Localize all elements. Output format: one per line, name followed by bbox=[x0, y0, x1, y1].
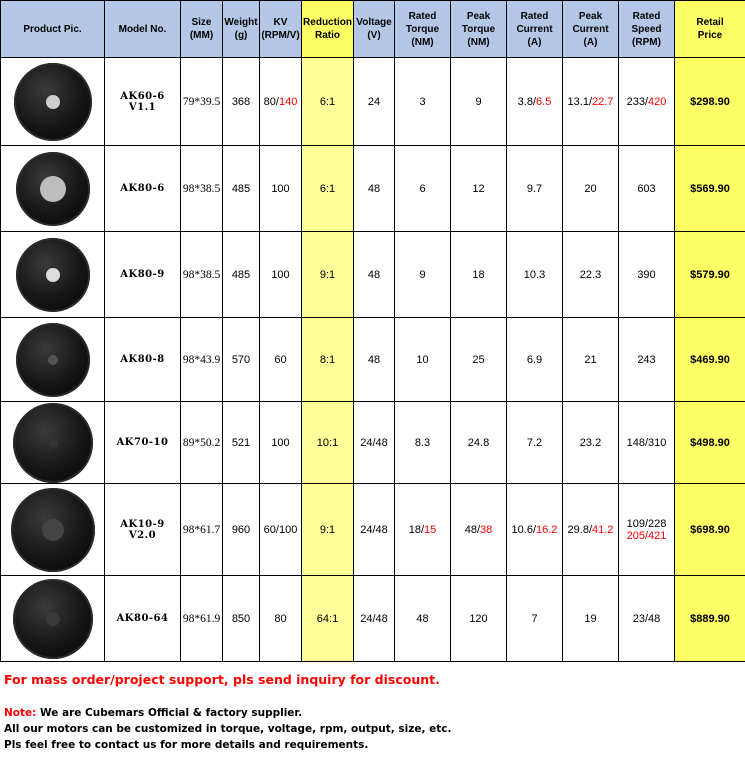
voltage-value: 24/48 bbox=[360, 523, 388, 536]
weight-cell bbox=[223, 58, 260, 146]
table-row bbox=[1, 576, 745, 662]
weight-value: 368 bbox=[231, 95, 251, 108]
product-pic-cell bbox=[1, 576, 105, 662]
peak-current-cell bbox=[563, 146, 619, 232]
model-cell bbox=[105, 146, 181, 232]
peak-torque-value: 25 bbox=[472, 353, 485, 366]
rated-torque-value: 8.3 bbox=[414, 436, 431, 449]
peak-torque-cell bbox=[451, 484, 507, 576]
kv-cell bbox=[260, 484, 302, 576]
ratio-cell bbox=[302, 402, 354, 484]
header-model: Model No. bbox=[105, 1, 181, 58]
rated-speed-value: 603 bbox=[637, 182, 656, 195]
price-cell bbox=[675, 484, 745, 576]
voltage-cell bbox=[354, 232, 395, 318]
peak-current-value: 22.3 bbox=[579, 268, 602, 281]
ratio-value: 6:1 bbox=[319, 182, 336, 195]
rated-current-cell bbox=[507, 484, 563, 576]
voltage-value: 48 bbox=[367, 268, 381, 281]
model-number: AK80-64 bbox=[116, 613, 169, 624]
mass-order-headline: For mass order/project support, pls send inquiry for discount. bbox=[4, 672, 440, 687]
rated-torque-cell bbox=[395, 576, 451, 662]
model-cell bbox=[105, 402, 181, 484]
retail-price: $569.90 bbox=[690, 182, 730, 195]
model-cell bbox=[105, 232, 181, 318]
rated-speed-cell bbox=[619, 484, 675, 576]
rated-speed-second-line: 205/421 bbox=[626, 529, 667, 542]
rated-current-alt: 6.5 bbox=[536, 95, 552, 108]
size-cell bbox=[181, 576, 223, 662]
header-reduction-ratio: Reduction Ratio bbox=[302, 1, 354, 58]
ak80-8-motor-image bbox=[16, 323, 90, 397]
peak-torque-cell bbox=[451, 402, 507, 484]
price-cell bbox=[675, 576, 745, 662]
note-text: We are Cubemars Official & factory supplier. bbox=[36, 707, 303, 719]
peak-current-value: 19 bbox=[584, 612, 597, 625]
retail-price: $889.90 bbox=[690, 612, 730, 625]
kv-value: 100 bbox=[271, 436, 290, 449]
motor-hub bbox=[48, 355, 58, 365]
model-number: AK60-6 V1.1 bbox=[120, 90, 165, 113]
peak-torque-value: 120 bbox=[469, 612, 488, 625]
model-number: AK80-6 bbox=[120, 183, 165, 194]
note-line bbox=[4, 705, 741, 721]
table-row bbox=[1, 402, 745, 484]
peak-current-value: 29.8/ bbox=[567, 523, 593, 536]
size-value: 98*43.9 bbox=[182, 353, 221, 366]
price-cell bbox=[675, 402, 745, 484]
weight-cell bbox=[223, 146, 260, 232]
model-cell bbox=[105, 318, 181, 402]
size-cell bbox=[181, 232, 223, 318]
voltage-value: 24 bbox=[367, 95, 381, 108]
rated-speed-value: 23/48 bbox=[632, 612, 661, 625]
rated-torque-cell bbox=[395, 232, 451, 318]
ratio-cell bbox=[302, 146, 354, 232]
rated-torque-value: 9 bbox=[419, 268, 426, 281]
note-label: Note: bbox=[4, 707, 37, 719]
ak70-10-motor-image bbox=[13, 403, 93, 483]
rated-torque-value: 48 bbox=[416, 612, 429, 625]
rated-current-value: 9.7 bbox=[526, 182, 543, 195]
peak-torque-value: 9 bbox=[475, 95, 482, 108]
price-cell bbox=[675, 232, 745, 318]
rated-torque-cell bbox=[395, 58, 451, 146]
product-pic-cell bbox=[1, 146, 105, 232]
peak-torque-alt: 38 bbox=[480, 523, 493, 536]
model-number: AK80-9 bbox=[120, 269, 165, 280]
size-cell bbox=[181, 146, 223, 232]
header-kv: KV (RPM/V) bbox=[260, 1, 302, 58]
kv-value: 80/ bbox=[263, 95, 279, 108]
peak-torque-cell bbox=[451, 232, 507, 318]
rated-current-cell bbox=[507, 318, 563, 402]
table-row bbox=[1, 146, 745, 232]
size-cell bbox=[181, 402, 223, 484]
peak-current-cell bbox=[563, 58, 619, 146]
ratio-cell bbox=[302, 232, 354, 318]
rated-current-value: 7 bbox=[531, 612, 538, 625]
customization-line: All our motors can be customized in torque, voltage, rpm, output, size, etc. bbox=[4, 723, 452, 735]
rated-current-value: 10.6/ bbox=[511, 523, 537, 536]
size-value: 89*50.2 bbox=[182, 436, 221, 449]
contact-line: Pls feel free to contact us for more details and requirements. bbox=[4, 739, 369, 751]
retail-price: $469.90 bbox=[690, 353, 730, 366]
product-pic-cell bbox=[1, 232, 105, 318]
kv-cell bbox=[260, 232, 302, 318]
kv-value: 60 bbox=[274, 353, 287, 366]
peak-torque-value: 18 bbox=[472, 268, 485, 281]
peak-current-cell bbox=[563, 576, 619, 662]
ak80-6-motor-image bbox=[16, 152, 90, 226]
rated-torque-value: 18/ bbox=[408, 523, 425, 536]
peak-current-cell bbox=[563, 318, 619, 402]
rated-torque-cell bbox=[395, 402, 451, 484]
rated-current-cell bbox=[507, 402, 563, 484]
rated-torque-cell bbox=[395, 318, 451, 402]
peak-current-alt: 41.2 bbox=[592, 523, 614, 536]
rated-speed-alt: 420 bbox=[648, 95, 667, 108]
kv-cell bbox=[260, 146, 302, 232]
rated-speed-cell bbox=[619, 232, 675, 318]
footer-notes bbox=[0, 662, 745, 753]
size-cell bbox=[181, 318, 223, 402]
weight-cell bbox=[223, 402, 260, 484]
motor-hub bbox=[42, 519, 64, 541]
rated-speed-cell bbox=[619, 318, 675, 402]
table-row bbox=[1, 58, 745, 146]
header-retail-price: Retail Price bbox=[675, 1, 745, 58]
peak-current-cell bbox=[563, 484, 619, 576]
ak10-9-motor-image bbox=[11, 488, 95, 572]
voltage-value: 24/48 bbox=[360, 612, 388, 625]
rated-speed-value: 109/228 bbox=[626, 517, 667, 530]
model-number: AK10-9 V2.0 bbox=[120, 518, 165, 541]
voltage-cell bbox=[354, 402, 395, 484]
motor-hub bbox=[48, 438, 58, 448]
ratio-value: 10:1 bbox=[316, 436, 339, 449]
peak-torque-cell bbox=[451, 58, 507, 146]
size-value: 79*39.5 bbox=[182, 95, 221, 108]
kv-value: 100 bbox=[271, 182, 290, 195]
size-value: 98*38.5 bbox=[182, 268, 221, 281]
weight-cell bbox=[223, 576, 260, 662]
rated-current-cell bbox=[507, 232, 563, 318]
header-rated-current: Rated Current (A) bbox=[507, 1, 563, 58]
retail-price: $579.90 bbox=[690, 268, 730, 281]
rated-torque-value: 3 bbox=[419, 95, 426, 108]
peak-current-value: 13.1/ bbox=[567, 95, 593, 108]
model-number: AK80-8 bbox=[120, 354, 165, 365]
peak-current-value: 20 bbox=[584, 182, 597, 195]
header-rated-torque: Rated Torque (NM) bbox=[395, 1, 451, 58]
ratio-value: 64:1 bbox=[316, 612, 339, 625]
kv-value-alt: 140 bbox=[278, 95, 298, 108]
header-rated-speed: Rated Speed (RPM) bbox=[619, 1, 675, 58]
rated-current-value: 6.9 bbox=[526, 353, 543, 366]
peak-current-value: 23.2 bbox=[579, 436, 602, 449]
size-cell bbox=[181, 484, 223, 576]
header-size: Size (MM) bbox=[181, 1, 223, 58]
header-weight: Weight (g) bbox=[223, 1, 260, 58]
peak-torque-cell bbox=[451, 576, 507, 662]
voltage-value: 24/48 bbox=[360, 436, 388, 449]
header-voltage: Voltage (V) bbox=[354, 1, 395, 58]
rated-torque-value: 10 bbox=[416, 353, 429, 366]
kv-cell bbox=[260, 318, 302, 402]
ratio-cell bbox=[302, 576, 354, 662]
price-cell bbox=[675, 318, 745, 402]
ak80-64-motor-image bbox=[13, 579, 93, 659]
ratio-value: 9:1 bbox=[319, 523, 336, 536]
kv-value: 100 bbox=[271, 268, 290, 281]
rated-torque-alt: 15 bbox=[424, 523, 437, 536]
weight-value: 570 bbox=[231, 353, 251, 366]
rated-speed-cell bbox=[619, 146, 675, 232]
motor-hub bbox=[46, 95, 60, 109]
header-peak-torque: Peak Torque (NM) bbox=[451, 1, 507, 58]
ratio-cell bbox=[302, 484, 354, 576]
rated-speed-value: 148/310 bbox=[626, 436, 667, 449]
header-product-pic: Product Pic. bbox=[1, 1, 105, 58]
voltage-cell bbox=[354, 576, 395, 662]
ratio-cell bbox=[302, 318, 354, 402]
weight-cell bbox=[223, 232, 260, 318]
kv-value: 80 bbox=[274, 612, 287, 625]
weight-cell bbox=[223, 484, 260, 576]
peak-torque-value: 48/ bbox=[464, 523, 481, 536]
rated-current-value: 10.3 bbox=[523, 268, 546, 281]
rated-torque-value: 6 bbox=[419, 182, 426, 195]
product-pic-cell bbox=[1, 58, 105, 146]
voltage-cell bbox=[354, 484, 395, 576]
model-number: AK70-10 bbox=[116, 437, 169, 448]
motor-hub bbox=[46, 612, 60, 626]
rated-speed-value: 390 bbox=[637, 268, 656, 281]
voltage-value: 48 bbox=[367, 353, 381, 366]
kv-cell bbox=[260, 402, 302, 484]
header-peak-current: Peak Current (A) bbox=[563, 1, 619, 58]
rated-current-value: 3.8/ bbox=[517, 95, 537, 108]
size-value: 98*38.5 bbox=[182, 182, 221, 195]
weight-value: 485 bbox=[231, 268, 251, 281]
voltage-cell bbox=[354, 58, 395, 146]
peak-torque-cell bbox=[451, 146, 507, 232]
voltage-cell bbox=[354, 146, 395, 232]
voltage-cell bbox=[354, 318, 395, 402]
peak-current-cell bbox=[563, 402, 619, 484]
weight-cell bbox=[223, 318, 260, 402]
rated-speed-cell bbox=[619, 58, 675, 146]
product-pic-cell bbox=[1, 402, 105, 484]
rated-speed-cell bbox=[619, 576, 675, 662]
product-pic-cell bbox=[1, 484, 105, 576]
model-cell bbox=[105, 484, 181, 576]
weight-value: 521 bbox=[231, 436, 251, 449]
size-value: 98*61.7 bbox=[182, 523, 221, 536]
rated-current-alt: 16.2 bbox=[536, 523, 558, 536]
motor-hub bbox=[40, 176, 66, 202]
ratio-cell bbox=[302, 58, 354, 146]
rated-current-cell bbox=[507, 58, 563, 146]
rated-current-value: 7.2 bbox=[526, 436, 543, 449]
peak-current-value: 21 bbox=[584, 353, 597, 366]
model-cell bbox=[105, 58, 181, 146]
weight-value: 960 bbox=[231, 523, 251, 536]
weight-value: 485 bbox=[231, 182, 251, 195]
kv-cell bbox=[260, 58, 302, 146]
peak-torque-value: 24.8 bbox=[467, 436, 490, 449]
model-cell bbox=[105, 576, 181, 662]
ratio-value: 8:1 bbox=[319, 353, 336, 366]
retail-price: $698.90 bbox=[690, 523, 730, 536]
ratio-value: 6:1 bbox=[319, 95, 336, 108]
rated-speed-cell bbox=[619, 402, 675, 484]
peak-current-alt: 22.7 bbox=[592, 95, 614, 108]
ak60-6-motor-image bbox=[14, 63, 92, 141]
weight-value: 850 bbox=[231, 612, 251, 625]
ratio-value: 9:1 bbox=[319, 268, 336, 281]
retail-price: $298.90 bbox=[690, 95, 730, 108]
voltage-value: 48 bbox=[367, 182, 381, 195]
peak-torque-cell bbox=[451, 318, 507, 402]
rated-torque-cell bbox=[395, 484, 451, 576]
table-row bbox=[1, 232, 745, 318]
rated-current-cell bbox=[507, 146, 563, 232]
product-pic-cell bbox=[1, 318, 105, 402]
table-row bbox=[1, 318, 745, 402]
size-cell bbox=[181, 58, 223, 146]
peak-torque-value: 12 bbox=[472, 182, 485, 195]
price-cell bbox=[675, 58, 745, 146]
ak80-9-motor-image bbox=[16, 238, 90, 312]
rated-torque-cell bbox=[395, 146, 451, 232]
price-cell bbox=[675, 146, 745, 232]
size-value: 98*61.9 bbox=[182, 612, 221, 625]
retail-price: $498.90 bbox=[690, 436, 730, 449]
header-row bbox=[1, 1, 745, 58]
motor-hub bbox=[46, 268, 60, 282]
rated-current-cell bbox=[507, 576, 563, 662]
rated-speed-value: 243 bbox=[637, 353, 656, 366]
table-row bbox=[1, 484, 745, 576]
rated-speed-value: 233/ bbox=[626, 95, 649, 108]
kv-value: 60/100 bbox=[263, 523, 298, 536]
peak-current-cell bbox=[563, 232, 619, 318]
kv-cell bbox=[260, 576, 302, 662]
